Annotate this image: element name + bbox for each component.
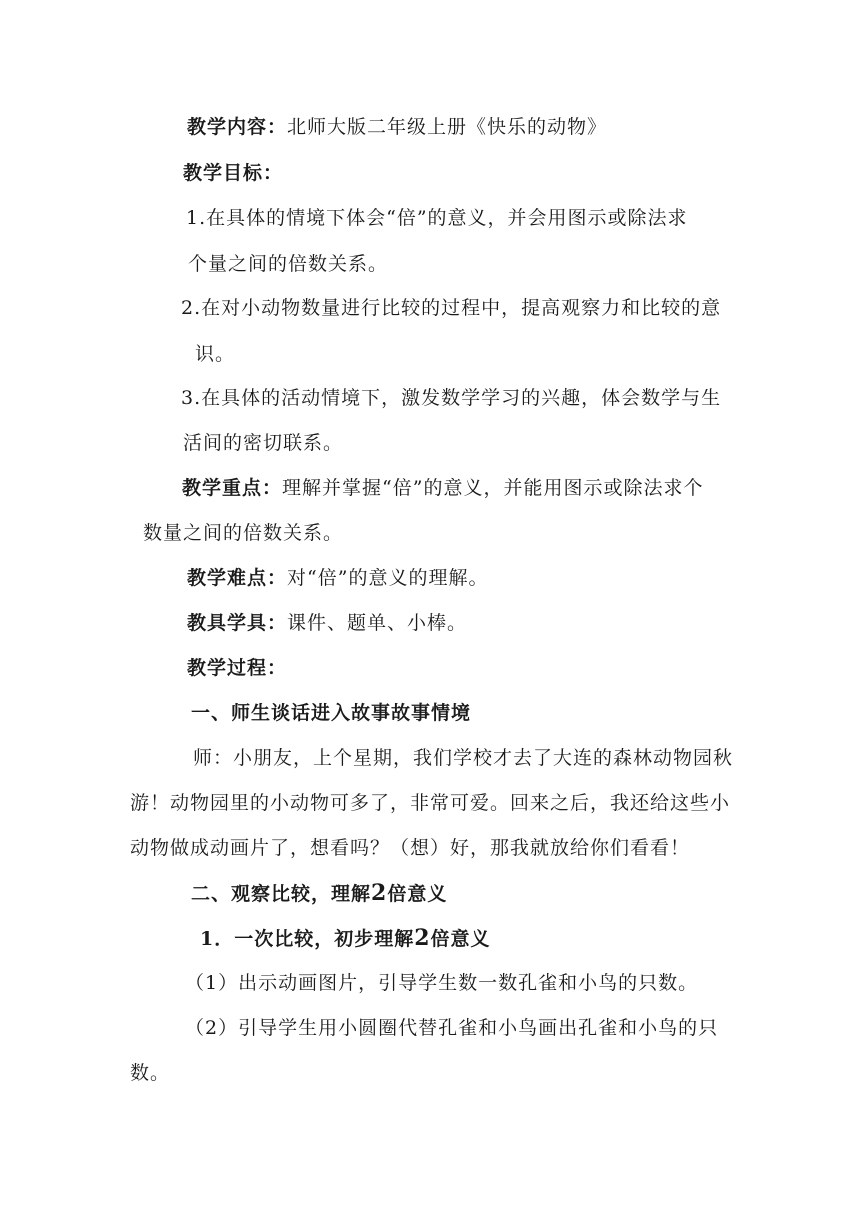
- step-1-heading-number: 2: [414, 925, 431, 951]
- teacher-dialogue-line-1: 师：小朋友，上个星期，我们学校才去了大连的森林动物园秋: [193, 747, 734, 769]
- step-1-heading-pre: 1．一次比较，初步理解: [200, 928, 415, 950]
- difficulty-text: 对“倍”的意义的理解。: [287, 567, 489, 589]
- section-2-heading-number: 2: [371, 880, 388, 906]
- tools-text: 课件、题单、小棒。: [287, 612, 468, 634]
- teaching-objectives-heading: 教学目标：: [183, 162, 284, 184]
- section-2-heading-pre: 二、观察比较，理解: [191, 883, 372, 905]
- teaching-content-line: [187, 115, 607, 139]
- teaching-process-heading: 教学过程：: [187, 657, 288, 679]
- objective-3-line-2: 活间的密切联系。: [183, 432, 344, 454]
- key-point-label: 教学重点：: [182, 477, 283, 499]
- step-1-item-2-line-1: （2）引导学生用小圆圈代替孔雀和小鸟画出孔雀和小鸟的只: [185, 1017, 719, 1039]
- step-1-item-1: （1）出示动画图片，引导学生数一数孔雀和小鸟的只数。: [185, 972, 699, 994]
- key-point-line-1: [182, 476, 703, 500]
- objective-1-line-1: 1.在具体的情境下体会“倍”的意义，并会用图示或除法求: [186, 207, 688, 229]
- objective-3-line-1: 3.在具体的活动情境下，激发数学学习的兴趣，体会数学与生: [181, 387, 722, 409]
- tools-label: 教具学具：: [187, 612, 288, 634]
- step-1-heading-post: 倍意义: [430, 928, 491, 950]
- section-1-heading: 一、师生谈话进入故事故事情境: [191, 702, 472, 724]
- key-point-line-2: 数量之间的倍数关系。: [143, 522, 344, 544]
- tools-line: [187, 611, 467, 635]
- key-point-text: 理解并掌握“倍”的意义，并能用图示或除法求个: [282, 477, 704, 499]
- objective-1-line-2: 个量之间的倍数关系。: [188, 253, 389, 275]
- step-1-heading: [200, 926, 491, 951]
- teaching-content-text: 北师大版二年级上册《快乐的动物》: [287, 116, 608, 138]
- teaching-content-label: 教学内容：: [187, 116, 288, 138]
- difficulty-label: 教学难点：: [187, 567, 288, 589]
- section-2-heading-post: 倍意义: [387, 883, 448, 905]
- objective-2-line-2: 识。: [195, 343, 236, 365]
- teacher-dialogue-line-2: 游！动物园里的小动物可多了，非常可爱。回来之后，我还给这些小: [130, 792, 731, 814]
- section-2-heading: [191, 881, 447, 906]
- teacher-dialogue-line-3: 动物做成动画片了，想看吗？（想）好，那我就放给你们看看！: [130, 837, 691, 859]
- step-1-item-2-line-2: 数。: [130, 1062, 171, 1084]
- objective-2-line-1: 2.在对小动物数量进行比较的过程中，提高观察力和比较的意: [181, 297, 722, 319]
- difficulty-line: [187, 566, 488, 590]
